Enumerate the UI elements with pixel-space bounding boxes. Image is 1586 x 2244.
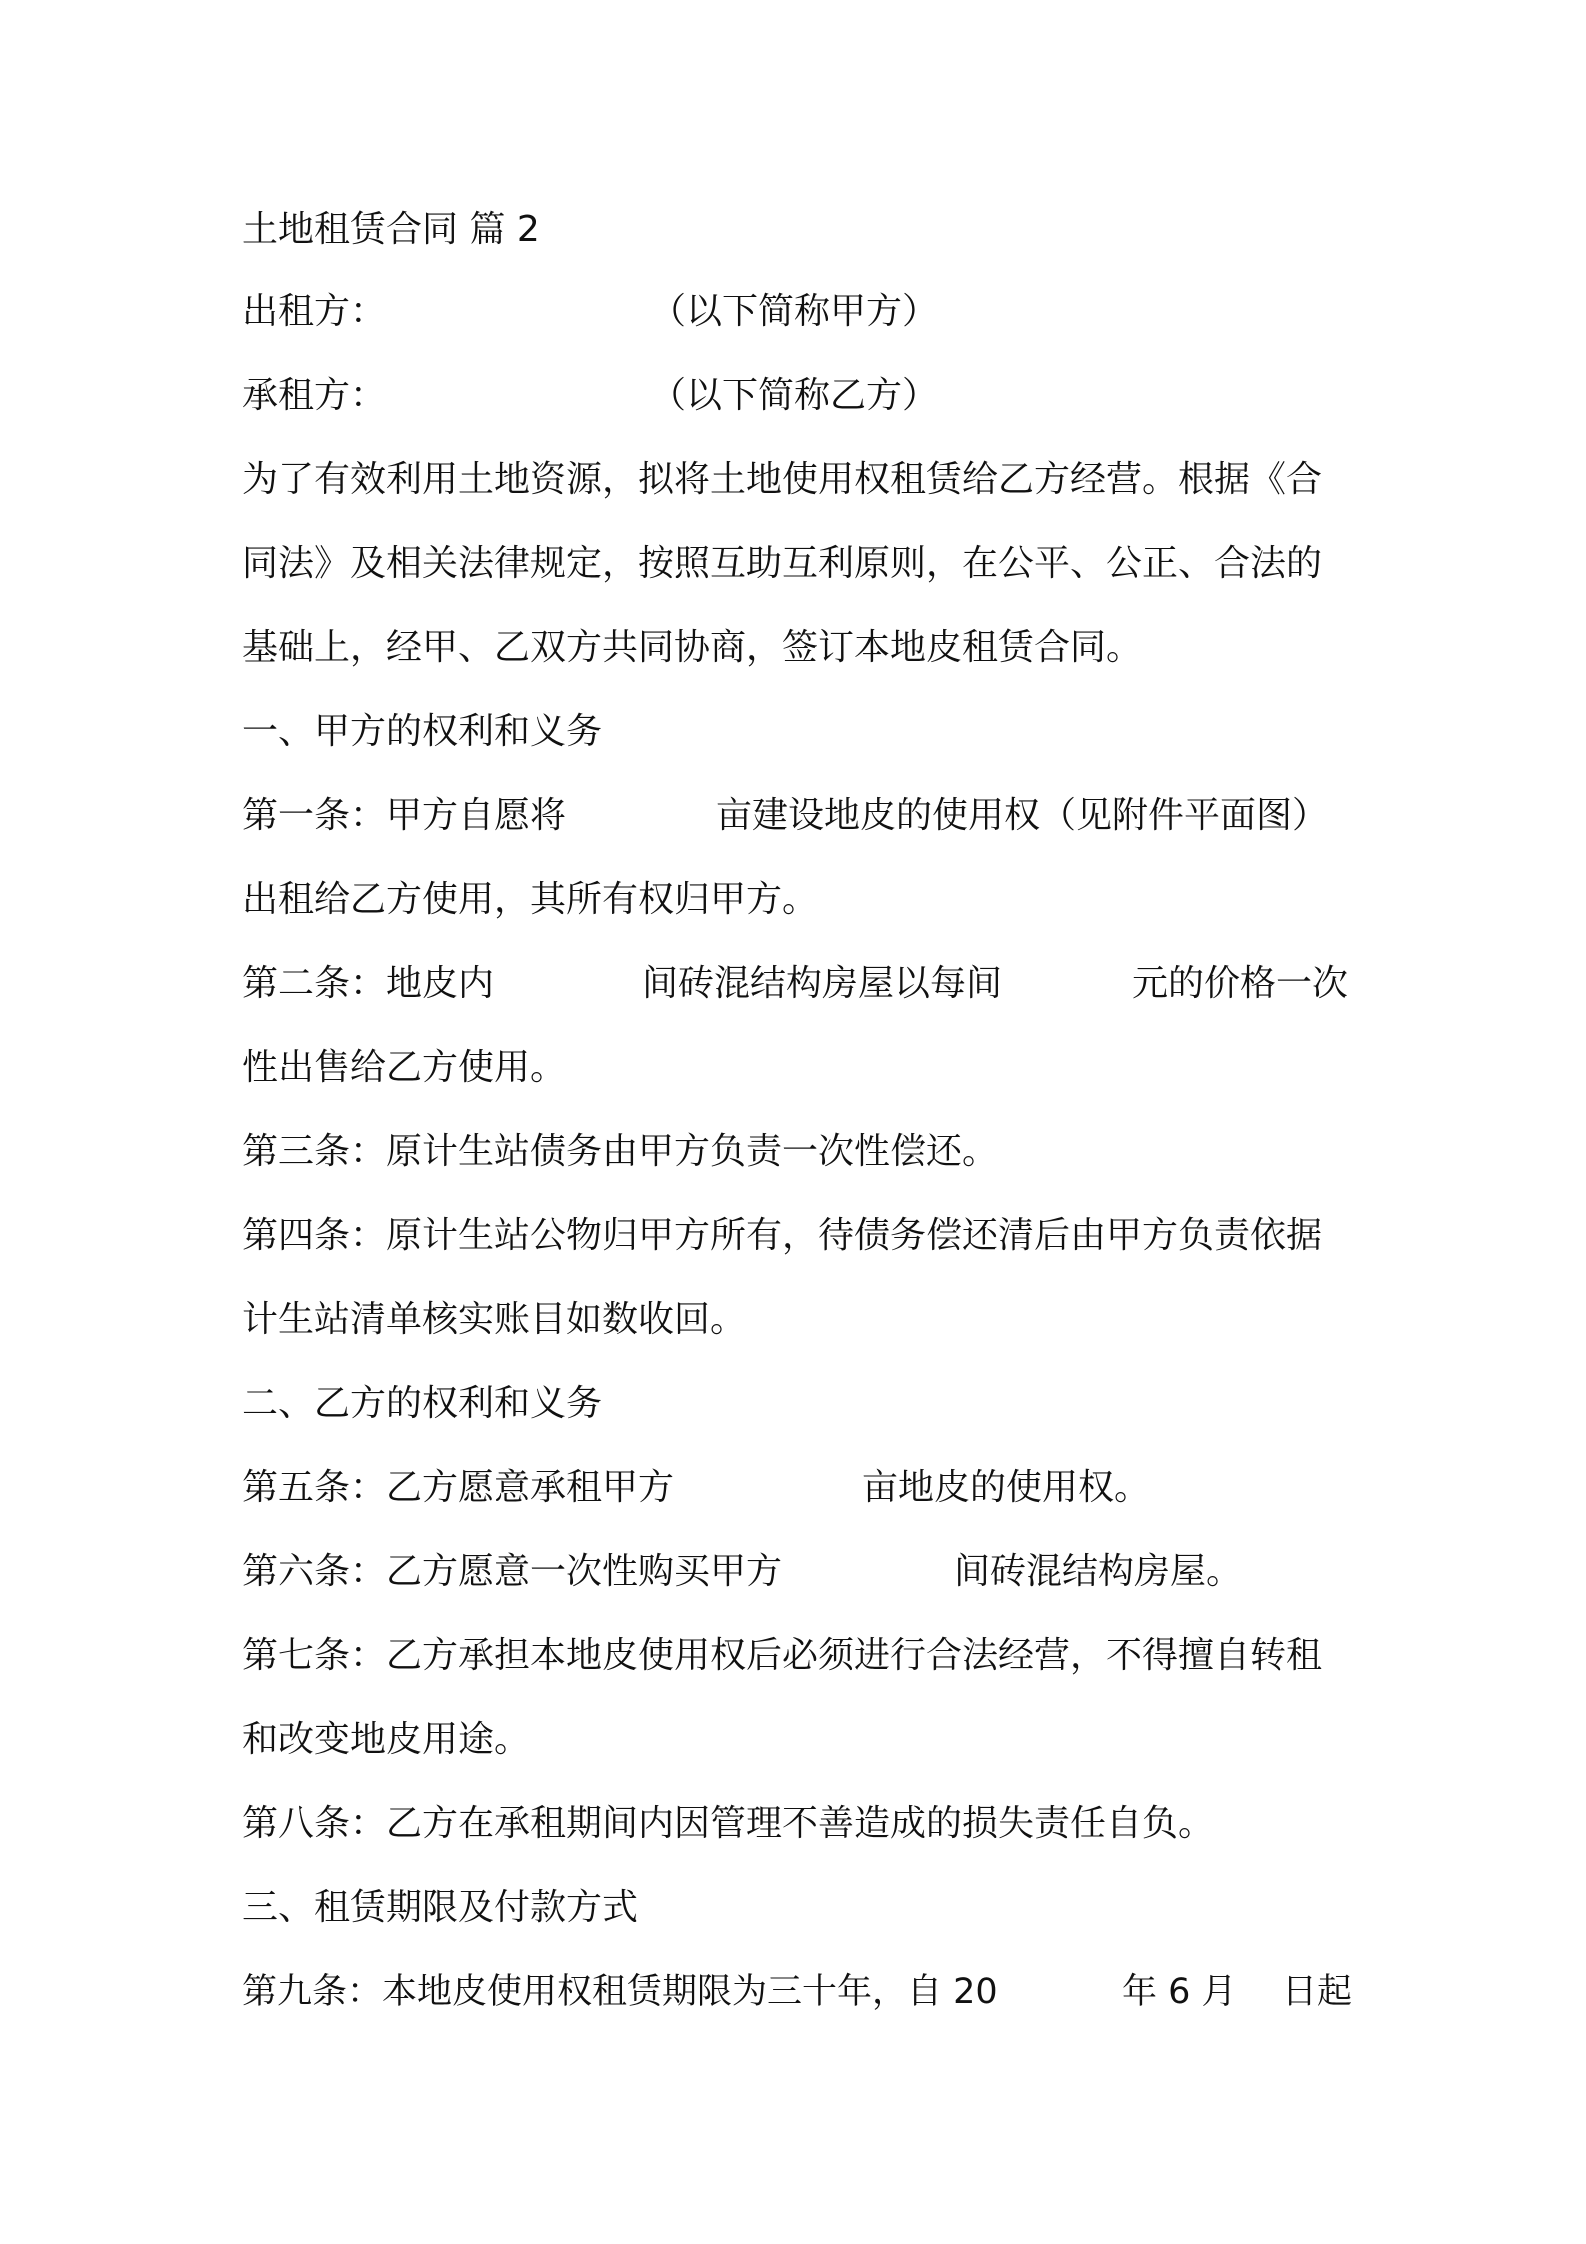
lessee-note: （以下简称乙方） bbox=[650, 375, 939, 416]
lessor-label: 出租方： bbox=[242, 291, 387, 332]
preamble-line-1 bbox=[242, 438, 1362, 522]
section-heading-text: 一、甲方的权利和义务 bbox=[242, 711, 603, 752]
article-2-part-c: 元的价格一次 bbox=[1132, 963, 1349, 1004]
lessee-line bbox=[242, 354, 1362, 438]
article-2-line-2 bbox=[242, 1026, 1362, 1110]
article-2-part-b: 间砖混结构房屋以每间 bbox=[642, 963, 1003, 1004]
article-1-line-1 bbox=[242, 774, 1362, 858]
lessor-note: （以下简称甲方） bbox=[650, 291, 939, 332]
article-4-line-1 bbox=[242, 1194, 1362, 1278]
article-1-line-2 bbox=[242, 858, 1362, 942]
article-9-part-b: 年 6 月 bbox=[1122, 1972, 1237, 2012]
section-heading-text: 二、乙方的权利和义务 bbox=[242, 1383, 603, 1424]
preamble-line-2 bbox=[242, 522, 1362, 606]
lessor-line bbox=[242, 270, 1362, 354]
article-1-part-b: 亩建设地皮的使用权（见附件平面图） bbox=[716, 795, 1329, 836]
article-4-line-2 bbox=[242, 1278, 1362, 1362]
preamble-text: 基础上，经甲、乙双方共同协商，签订本地皮租赁合同。 bbox=[242, 627, 1143, 668]
article-9-part-c: 日起 bbox=[1282, 1972, 1353, 2012]
article-2-part-a: 第二条：地皮内 bbox=[242, 963, 495, 1004]
article-7-line-1 bbox=[242, 1614, 1362, 1698]
article-7-line-2 bbox=[242, 1698, 1362, 1782]
preamble-line-3 bbox=[242, 606, 1362, 690]
article-9 bbox=[242, 1950, 1362, 2034]
article-1-part-a: 第一条：甲方自愿将 bbox=[242, 795, 567, 836]
article-8 bbox=[242, 1782, 1362, 1866]
section-heading-1 bbox=[242, 690, 1362, 774]
preamble-text: 为了有效利用土地资源，拟将土地使用权租赁给乙方经营。根据《合 bbox=[242, 459, 1323, 500]
article-4-part-a: 第四条：原计生站公物归甲方所有，待债务偿还清后由甲方负责依据 bbox=[242, 1215, 1323, 1256]
article-2-part-d: 性出售给乙方使用。 bbox=[242, 1047, 567, 1088]
article-5-part-a: 第五条：乙方愿意承租甲方 bbox=[242, 1467, 675, 1508]
article-5 bbox=[242, 1446, 1362, 1530]
article-3 bbox=[242, 1110, 1362, 1194]
article-5-part-b: 亩地皮的使用权。 bbox=[862, 1467, 1151, 1508]
article-4-part-b: 计生站清单核实账目如数收回。 bbox=[242, 1299, 747, 1340]
article-3-text: 第三条：原计生站债务由甲方负责一次性偿还。 bbox=[242, 1131, 999, 1172]
section-heading-2 bbox=[242, 1362, 1362, 1446]
article-6-part-a: 第六条：乙方愿意一次性购买甲方 bbox=[242, 1551, 783, 1592]
article-6-part-b: 间砖混结构房屋。 bbox=[954, 1551, 1243, 1592]
lessee-label: 承租方： bbox=[242, 375, 387, 416]
article-2-line-1 bbox=[242, 942, 1362, 1026]
document-title bbox=[242, 188, 1362, 272]
article-7-part-b: 和改变地皮用途。 bbox=[242, 1719, 531, 1760]
article-6 bbox=[242, 1530, 1362, 1614]
title-text: 土地租赁合同 篇 2 bbox=[242, 209, 540, 250]
article-8-text: 第八条：乙方在承租期间内因管理不善造成的损失责任自负。 bbox=[242, 1803, 1215, 1844]
section-heading-text: 三、租赁期限及付款方式 bbox=[242, 1887, 639, 1928]
preamble-text: 同法》及相关法律规定，按照互助互利原则，在公平、公正、合法的 bbox=[242, 543, 1323, 584]
article-1-part-c: 出租给乙方使用，其所有权归甲方。 bbox=[242, 879, 819, 920]
article-7-part-a: 第七条：乙方承担本地皮使用权后必须进行合法经营，不得擅自转租 bbox=[242, 1635, 1323, 1676]
section-heading-3 bbox=[242, 1866, 1362, 1950]
article-9-part-a: 第九条：本地皮使用权租赁期限为三十年，自 20 bbox=[242, 1972, 998, 2012]
